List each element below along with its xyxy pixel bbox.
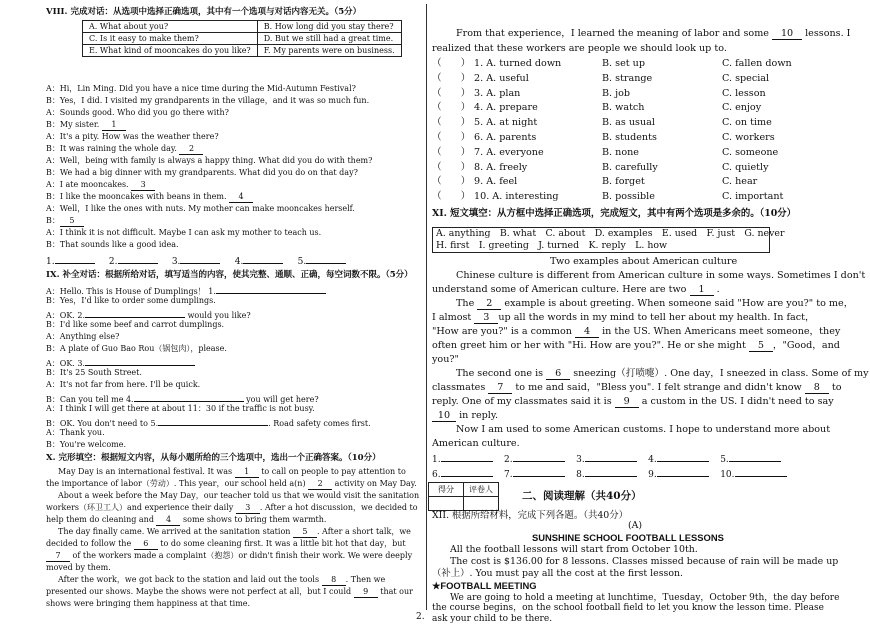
mcq-option[interactable]: C. fallen down: [722, 58, 792, 69]
part-2-title: 二、阅读理解（共40分）: [522, 490, 642, 502]
cloze-blank-7[interactable]: 7: [46, 551, 70, 562]
cloze-blank-5[interactable]: 5: [293, 527, 317, 538]
mcq-option[interactable]: 9. A. feel: [474, 176, 518, 188]
passage-line: realized that these workers are people we should look up to.: [432, 43, 727, 54]
mcq-option[interactable]: 4. A. prepare: [474, 102, 538, 114]
page-number: 2.: [416, 612, 425, 622]
passage-line: moved by them.: [46, 563, 111, 572]
essay-blank-6[interactable]: 6: [546, 369, 570, 380]
essay-line: American culture.: [432, 438, 520, 449]
essay-blank-1[interactable]: 1: [690, 285, 714, 296]
score-header: 得分: [429, 483, 464, 497]
dialog-line: B：Can you tell me 4. you will get here?: [46, 391, 319, 405]
ad-line: All the football lessons will start from October 10th.: [450, 544, 698, 555]
mcq-option[interactable]: B. students: [602, 132, 657, 143]
passage-line: presented our shows. Maybe the shows were not perfect at all，but I could 9 that our: [46, 587, 413, 596]
mcq-option[interactable]: B. possible: [602, 191, 655, 203]
cloze-blank-10[interactable]: 10: [772, 29, 802, 40]
mcq-option[interactable]: 2. A. useful: [474, 72, 529, 84]
cloze-blank-1[interactable]: 1: [235, 467, 259, 478]
mcq-option[interactable]: 1. A. turned down: [474, 58, 562, 69]
mcq-row: [432, 161, 846, 175]
blank-4[interactable]: 4: [229, 192, 253, 203]
dialog-line: B：It's 25 South Street.: [46, 368, 142, 377]
answer-field-4[interactable]: [243, 253, 283, 264]
mcq-option[interactable]: C. someone: [722, 146, 779, 158]
dialog-line: B：It was raining the whole day. 2: [46, 143, 203, 155]
dialog-line: A：It's a pity. How was the weather there?: [46, 132, 219, 141]
answer-field-2[interactable]: [118, 253, 158, 264]
essay-line: Chinese culture is different from American culture in some ways. Sometimes I don't: [456, 270, 866, 281]
mcq-option[interactable]: C. hear: [722, 176, 758, 188]
essay-answer-6[interactable]: [441, 466, 493, 477]
mcq-option[interactable]: C. important: [722, 191, 784, 203]
fill-blank-4[interactable]: [134, 391, 244, 402]
dialog-line: A：Hi，Lin Ming. Did you have a nice time during the Mid-Autumn Festival?: [46, 84, 356, 93]
answer-field-5[interactable]: [306, 253, 346, 264]
ad-line: the course begins，on the school football field to let you know the lesson time. Please: [432, 603, 824, 613]
dialog-line: A：Well，I like the ones with nuts. My mother can make mooncakes herself.: [46, 204, 355, 213]
passage-line: The day finally came. We arrived at the sanitation station 5 . After a short talk，we: [58, 527, 411, 536]
passage-line: help them do cleaning and 4 some shows to bring them warmth.: [46, 515, 327, 524]
essay-answer-2[interactable]: [513, 451, 565, 462]
cloze-blank-3[interactable]: 3: [236, 503, 260, 514]
blank-1[interactable]: 1: [102, 120, 126, 131]
part-a-label: (A): [628, 520, 643, 531]
essay-blank-10[interactable]: 10: [432, 411, 456, 422]
passage-line: May Day is an international festival. It was 1 to call on people to pay attention to: [58, 467, 406, 476]
essay-answers-row-2: 6. 7. 8. 9. 10.: [432, 466, 787, 482]
passage-line: the importance of labor（劳动）. This year，our school held a(n) 2 activity on May Day.: [46, 479, 417, 488]
mcq-option[interactable]: B. carefully: [602, 161, 658, 173]
grader-header: 评卷人: [464, 483, 499, 497]
dialog-line: B：We had a big dinner with my grandparents. What did you do on that day?: [46, 168, 358, 177]
answer-field-3[interactable]: [180, 253, 220, 264]
essay-blank-7[interactable]: 7: [488, 383, 512, 394]
dialog-line: B：I like the mooncakes with beans in them. 4: [46, 191, 253, 203]
essay-line: often greet him or her with "Hi. How are you?". He or she might 5 ，"Good，and: [432, 340, 840, 351]
essay-blank-3[interactable]: 3: [474, 313, 498, 324]
passage-line: 7 of the workers made a complaint（抱怨）or didn't finish their work. We were deeply: [46, 550, 412, 562]
fill-blank-3[interactable]: [85, 355, 195, 366]
ad-heading: ★FOOTBALL MEETING: [432, 580, 537, 591]
essay-blank-5[interactable]: 5: [749, 341, 773, 352]
dialog-line: B： 5: [46, 215, 84, 227]
essay-blank-4[interactable]: 4: [575, 327, 599, 338]
mcq-option[interactable]: B. as usual: [602, 117, 655, 129]
dialog-line: A：OK. 2. would you like?: [46, 307, 251, 321]
essay-answer-3[interactable]: [585, 451, 637, 462]
ad-title: SUNSHINE SCHOOL FOOTBALL LESSONS: [532, 532, 724, 543]
mcq-row: [432, 101, 846, 115]
mcq-row: [432, 146, 846, 160]
section-10-title: X. 完形填空：根据短文内容，从每小题所给的三个选项中，选出一个正确答案。（10分）: [46, 453, 381, 463]
mcq-option[interactable]: C. on time: [722, 117, 772, 129]
dialog-line: A：Hello. This is House of Dumplings！ 1.: [46, 283, 326, 297]
mcq-option[interactable]: 10. A. interesting: [474, 191, 559, 203]
option-f: F. My parents were on business.: [257, 45, 401, 57]
passage-line: shows were bringing them happiness at that time.: [46, 599, 251, 608]
cloze-blank-4[interactable]: 4: [156, 515, 180, 526]
blank-5[interactable]: 5: [60, 216, 84, 227]
dialog-line: B：My sister. 1: [46, 119, 126, 131]
essay-line: The second one is 6 sneezing（打喷嚏）. One day，I sneezed in class. Some of my: [456, 368, 869, 379]
essay-line: you?": [432, 354, 459, 365]
passage-line: workers（环卫工人）and experience their daily 3 . After a hot discussion，we decided to: [46, 503, 418, 512]
mcq-option[interactable]: B. watch: [602, 102, 645, 114]
passage-line: After the work，we got back to the station and laid out the tools 8 . Then we: [58, 575, 386, 584]
mcq-row: [432, 87, 846, 101]
dialog-line: A：I think I will get there at about 11：30 if the traffic is not busy.: [46, 404, 315, 413]
essay-line: reply. One of my classmates said it is 9 a custom in the US. I didn't need to say: [432, 396, 834, 407]
word-box: [432, 227, 785, 253]
essay-title: Two examples about American culture: [550, 256, 738, 267]
word-box-row-2: H. first I. greeting J. turned K. reply L. how: [436, 240, 668, 251]
dialog-line: B：A plate of Guo Bao Rou（锅包肉），please.: [46, 344, 227, 353]
passage-line: From that experience，I learned the meaning of labor and some 10 lessons. I: [456, 28, 851, 39]
mcq-option[interactable]: B. none: [602, 146, 639, 158]
section-8-title: VIII. 完成对话：从选项中选择正确选项，其中有一个选项与对话内容无关。（5分）: [46, 7, 362, 17]
mcq-option[interactable]: C. workers: [722, 132, 775, 143]
score-table: [428, 482, 499, 511]
option-c: C. Is it easy to make them?: [83, 33, 258, 45]
option-e: E. What kind of mooncakes do you like?: [83, 45, 258, 57]
mcq-row: [432, 57, 846, 71]
fill-blank-2[interactable]: [85, 307, 185, 318]
essay-line: The 2 example is about greeting. When someone said "How are you?" to me，: [456, 298, 854, 309]
mcq-option[interactable]: C. quietly: [722, 161, 769, 173]
section-9-title: IX. 补全对话：根据所给对话，填写适当的内容，使其完整、通顺、正确，每空词数不限。（5分）: [46, 270, 413, 280]
dialog-line: A：Anything else?: [46, 332, 120, 341]
essay-answer-5[interactable]: [729, 451, 781, 462]
essay-line: Now I am used to some American customs. I hope to understand more about: [456, 424, 831, 435]
option-a: A. What about you?: [83, 21, 258, 33]
answer-paren[interactable]: （ ）: [432, 191, 471, 203]
option-b: B. How long did you stay there?: [257, 21, 401, 33]
answer-paren[interactable]: （ ）: [432, 146, 471, 158]
mcq-option[interactable]: 5. A. at night: [474, 117, 538, 129]
mcq-option[interactable]: C. enjoy: [722, 102, 762, 114]
cloze-blank-2[interactable]: 2: [308, 479, 332, 490]
mcq-option[interactable]: 8. A. freely: [474, 161, 528, 173]
mcq-row: [432, 131, 846, 145]
dialog-line: A：Well，being with family is always a happy thing. What did you do with them?: [46, 156, 373, 165]
fill-blank-5[interactable]: [158, 415, 268, 426]
section-8-options: [82, 20, 402, 57]
section-12-title: XII. 根据所给材料，完成下列各题。（共40分）: [432, 510, 629, 521]
dialog-line: A：It's not far from here. I'll be quick.: [46, 380, 201, 389]
essay-answer-4[interactable]: [657, 451, 709, 462]
mcq-option[interactable]: 6. A. parents: [474, 132, 537, 143]
mcq-row: [432, 116, 846, 130]
essay-blank-2[interactable]: 2: [477, 299, 501, 310]
mcq-option[interactable]: C. special: [722, 72, 770, 84]
mcq-row: [432, 175, 846, 189]
essay-answer-10[interactable]: [735, 466, 787, 477]
dialog-line: A：I ate mooncakes. 3: [46, 179, 155, 191]
essay-line: understand some of American culture. Here are two 1 .: [432, 284, 720, 295]
answer-paren[interactable]: （ ）: [432, 87, 471, 99]
dialog-line: A：Thank you.: [46, 428, 105, 437]
section-8-answers: 1. 2. 3. 4. 5.: [46, 253, 346, 268]
passage-line: About a week before the May Day，our teacher told us that we would visit the sanitation: [58, 491, 420, 500]
mcq-option[interactable]: B. job: [602, 87, 631, 99]
section-11-title: XI. 短文填空：从方框中选择正确选项，完成短文，其中有两个选项是多余的。（10分）: [432, 208, 797, 219]
mcq-option[interactable]: 3. A. plan: [474, 87, 521, 99]
column-divider: [426, 4, 427, 610]
dialog-line: A：I think it is not difficult. Maybe I can ask my mother to teach us.: [46, 228, 322, 237]
cloze-blank-8[interactable]: 8: [322, 575, 346, 586]
essay-line: classmates 7 to me and said，"Bless you". I felt strange and didn't know 8 to: [432, 382, 842, 393]
dialog-line: B：You're welcome.: [46, 440, 127, 449]
essay-line: I almost 3 up all the words in my mind to tell her about my health. In fact，: [432, 312, 815, 323]
cloze-blank-9[interactable]: 9: [354, 587, 378, 598]
mcq-option[interactable]: B. forget: [602, 176, 645, 188]
dialog-line: B：That sounds like a good idea.: [46, 240, 179, 249]
answer-paren[interactable]: （ ）: [432, 58, 471, 69]
mcq-option[interactable]: C. lesson: [722, 87, 766, 99]
blank-2[interactable]: 2: [179, 144, 203, 155]
answer-paren[interactable]: （ ）: [432, 102, 471, 114]
essay-answer-9[interactable]: [657, 466, 709, 477]
essay-answers-row-1: 1. 2. 3. 4. 5.: [432, 451, 781, 467]
answer-paren[interactable]: （ ）: [432, 72, 471, 84]
dialog-line: B：Yes，I did. I visited my grandparents in the village，and it was so much fun.: [46, 96, 370, 105]
ad-line: The cost is $136.00 for 8 lessons. Classes missed because of rain will be made up: [450, 556, 839, 567]
dialog-line: A：OK. 3.: [46, 355, 195, 369]
blank-3[interactable]: 3: [131, 180, 155, 191]
ad-line: （补上）. You must pay all the cost at the first lesson.: [432, 568, 683, 579]
fill-blank-1[interactable]: [216, 283, 326, 294]
word-box-row-1: A. anything B. what C. about D. examples E. used F. just G. never: [436, 228, 785, 239]
mcq-row: [432, 72, 846, 86]
dialog-line: B：OK. You don't need to 5. . Road safety comes first.: [46, 415, 371, 429]
essay-line: "How are you?" is a common 4 in the US. When Americans meet someone，they: [432, 326, 841, 337]
mcq-option[interactable]: B. strange: [602, 72, 653, 84]
essay-answer-1[interactable]: [441, 451, 493, 462]
mcq-row: [432, 190, 846, 204]
dialog-line: A：Sounds good. Who did you go there with?: [46, 108, 229, 117]
essay-line: 10 in reply.: [432, 409, 498, 422]
ad-line: ask your child to be there.: [432, 614, 553, 624]
answer-field-1[interactable]: [55, 253, 95, 264]
mcq-option[interactable]: B. set up: [602, 58, 645, 69]
essay-answer-8[interactable]: [585, 466, 637, 477]
dialog-line: B：Yes，I'd like to order some dumplings.: [46, 296, 216, 305]
answer-paren[interactable]: （ ）: [432, 176, 471, 188]
cloze-blank-6[interactable]: 6: [134, 539, 158, 550]
essay-blank-8[interactable]: 8: [805, 383, 829, 394]
answer-paren[interactable]: （ ）: [432, 117, 471, 129]
passage-line: decided to follow the 6 to do some cleaning first. It was a little bit hot that day，but: [46, 539, 406, 548]
essay-answer-7[interactable]: [513, 466, 565, 477]
option-d: D. But we still had a great time.: [257, 33, 401, 45]
essay-blank-9[interactable]: 9: [615, 397, 639, 408]
ad-line: We are going to hold a meeting at lunchtime，Tuesday，October 9th，the day before: [450, 593, 840, 603]
answer-paren[interactable]: （ ）: [432, 161, 471, 173]
answer-paren[interactable]: （ ）: [432, 132, 471, 143]
dialog-line: B：I'd like some beef and carrot dumplings.: [46, 320, 225, 329]
mcq-option[interactable]: 7. A. everyone: [474, 146, 544, 158]
